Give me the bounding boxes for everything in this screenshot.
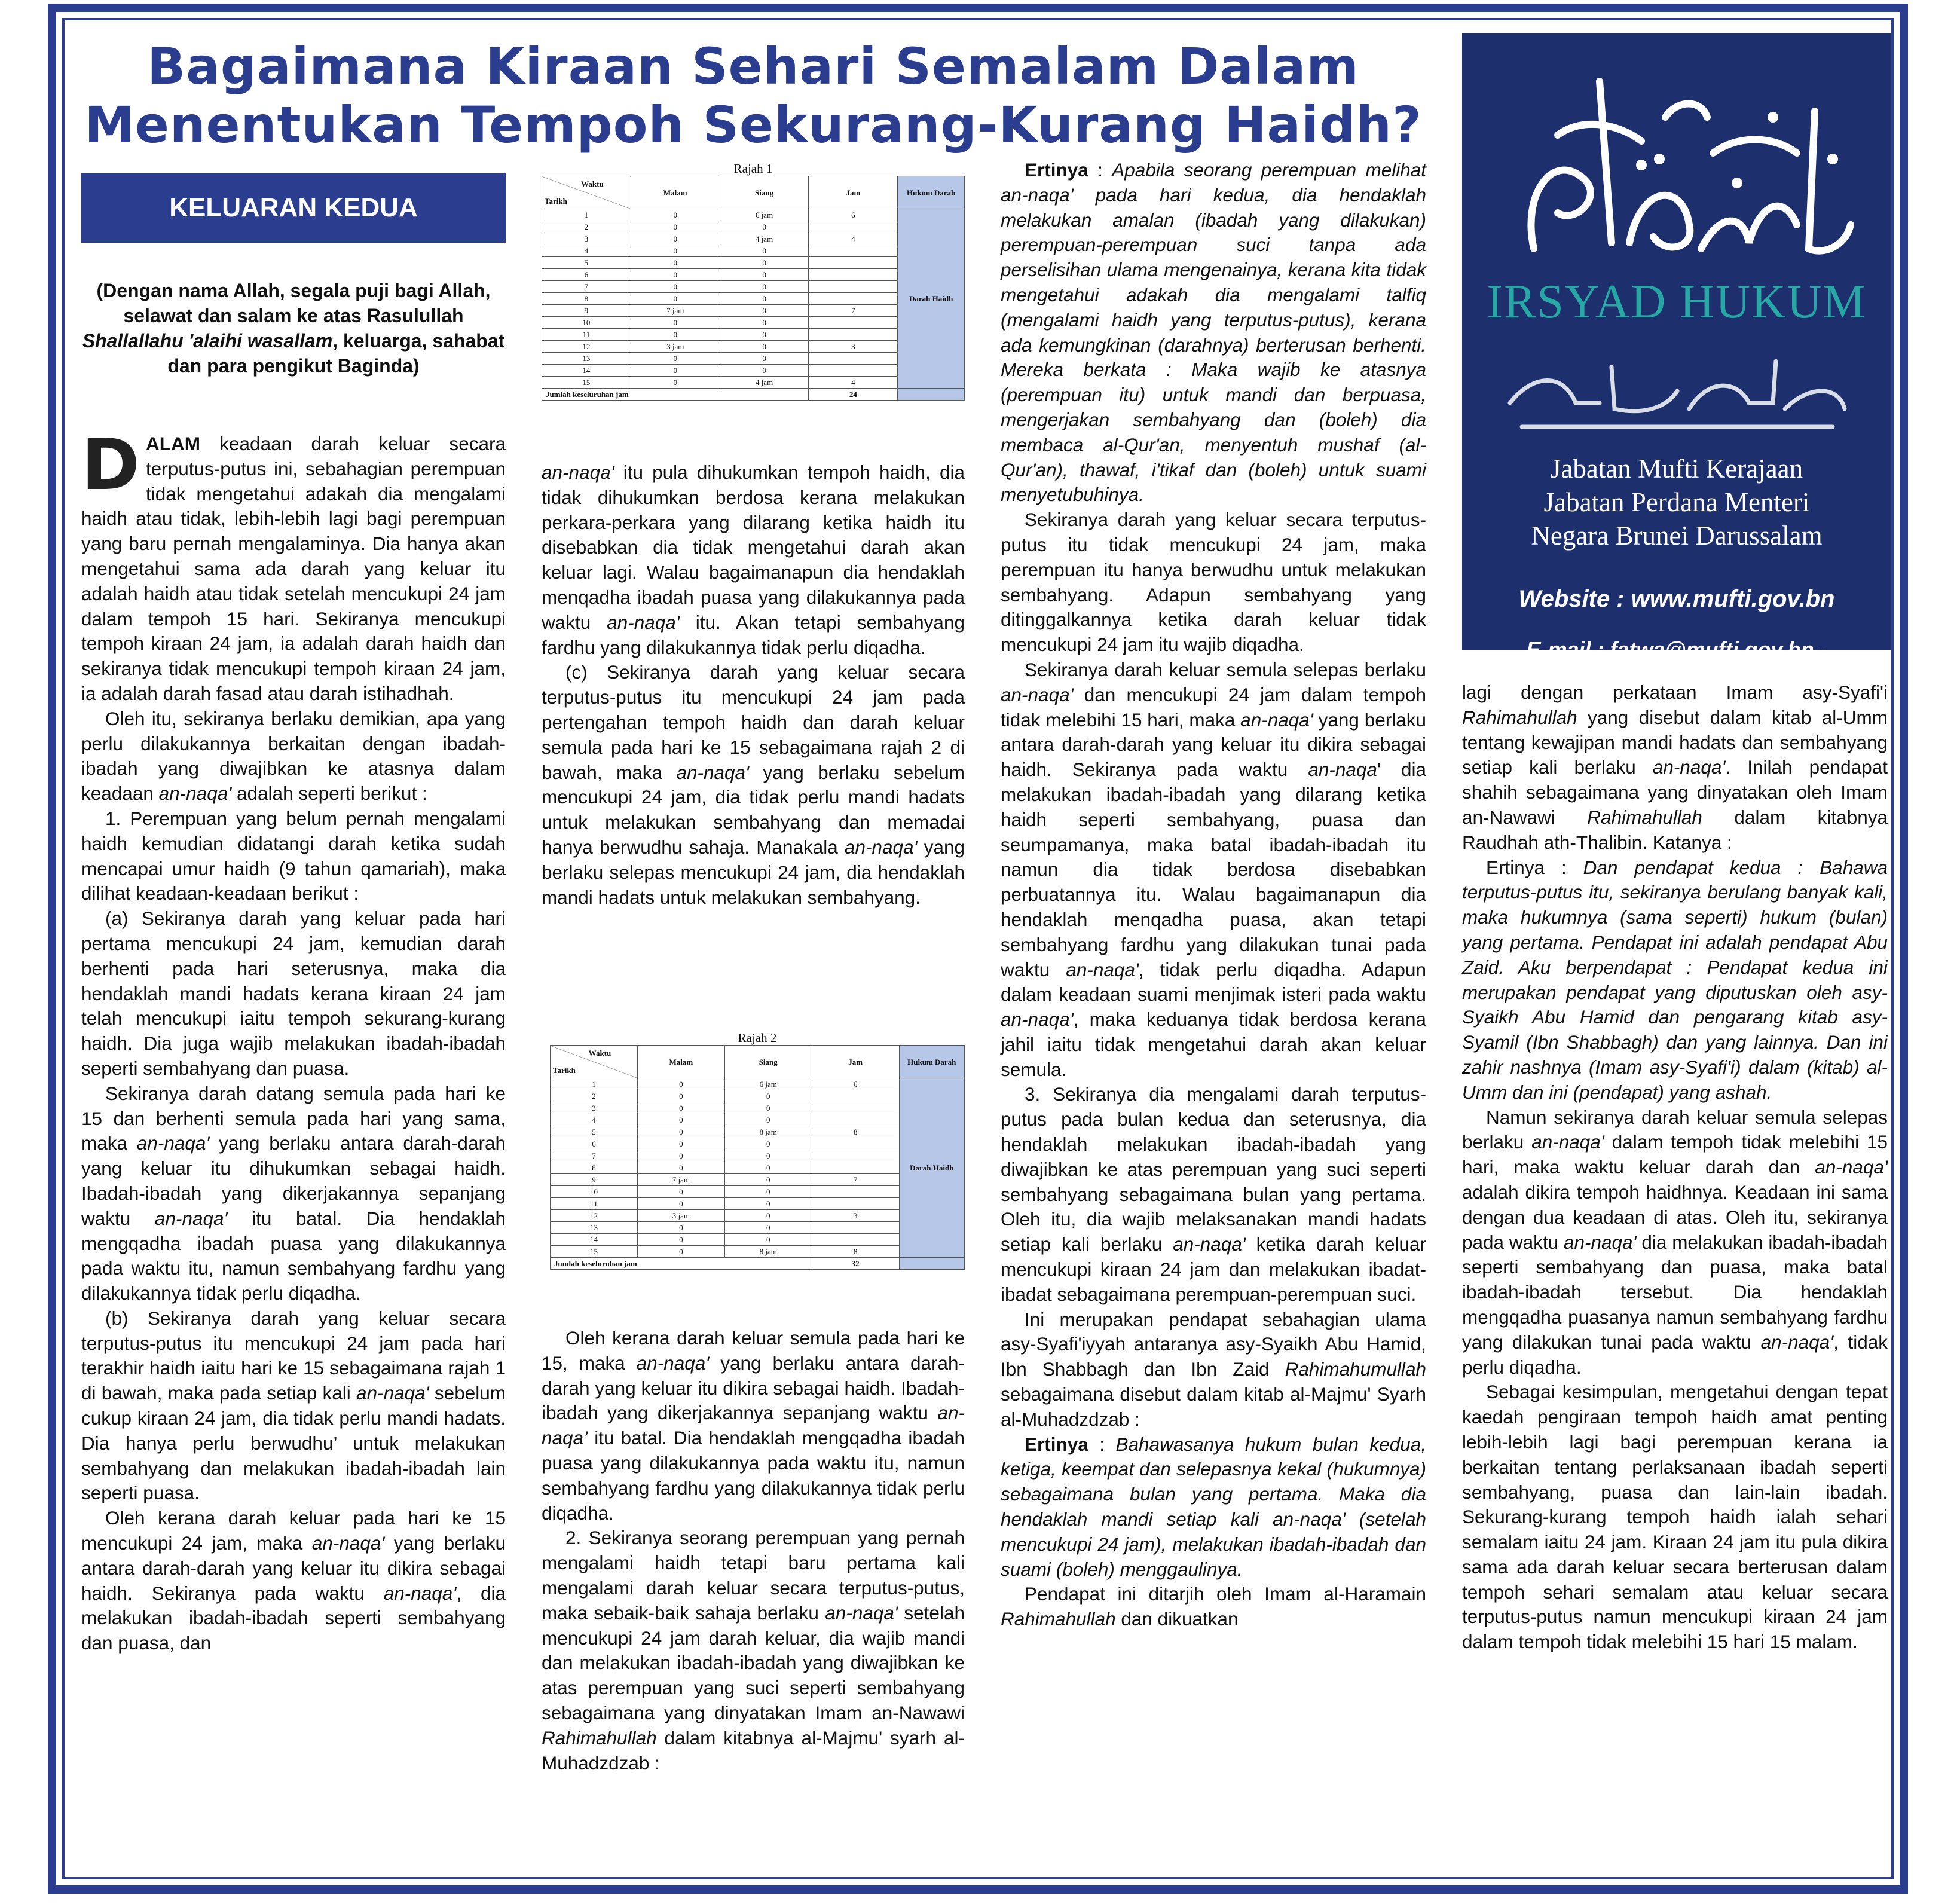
t: yang disebut dalam kitab al-Umm tentang kewajipan mandi hadats dan sembahyang setiap kali berlaku [1462,706,1888,778]
table-cell: 0 [720,353,809,365]
table-cell: 7 [812,1174,899,1186]
total-hukum-cell [899,1258,964,1270]
table-cell: 0 [637,1162,724,1174]
header-hukum: Hukum Darah [898,176,965,209]
table-cell [812,1222,899,1234]
total-value: 32 [812,1258,899,1270]
table-header-row [551,1046,965,1078]
table-cell: 15 [542,377,631,389]
table-cell: 4 jam [720,233,809,245]
column-4 [1462,680,1888,1655]
table-cell [809,293,898,305]
col3-para-6: Ertinya : Bahawasanya hukum bulan kedua, ketiga, keempat dan selepasnya kekal (hukumnya) sebagaimana bulan yang pertama. Maka dia hendaklah mandi setiap kali an-naqa' (setelah mencukupi 24 jam), melakukan ibadah-ibadah dan suami (boleh) menggaulinya. [1001,1433,1426,1580]
table-cell: 6 jam [724,1078,812,1090]
table-cell: 1 [551,1078,638,1090]
t: an-naqa' [1815,1156,1888,1178]
t: Oleh itu, sekiranya berlaku demikian, apa yang perlu dilakukannya berkaitan dengan ibadah-ibadah yang diwajibkan ke atasnya dalam keadaan [81,707,506,805]
table-cell: 0 [720,281,809,293]
table-cell: 4 [542,245,631,257]
t: , dia melakukan ibadah-ibadah seperti sembahyang dan puasa, dan [81,1582,506,1654]
header-siang: Siang [720,176,809,209]
table-cell: 3 [551,1102,638,1114]
t: an-naqa' [158,783,232,805]
table-cell: 0 [720,293,809,305]
table-caption: Rajah 2 [738,1031,777,1045]
t: Ertinya : [1486,856,1583,878]
intro-text-c: , keluarga, sahabat dan para pengikut Baginda) [167,330,505,377]
table-cell: 0 [720,245,809,257]
table-cell [812,1102,899,1114]
t: Apabila seorang perempuan melihat an-naqa' pada hari kedua, dia hendaklah melakukan amalan (ibadah yang dilakukan) perempuan-perempuan suci tanpa ada perselisihan ulama mengenainya, kerana kita tidak mengetahui adakah dia mengalami talfiq (mengalami haidh yang terputus-putus), kerana ada kemungkinan (darahnya) berterusan berhenti. Mereka berkata : Maka wajib ke atasnya (perempuan itu) untuk mandi dan berpuasa, mengerjakan sembahyang dan (boleh) dia membaca al-Qur'an, menyentuh mushaf (al-Qur'an), thawaf, i'tikaf dan (boleh) untuk suami menyetubuhinya. [1001,159,1426,506]
t: an-naqa' [1563,1231,1637,1253]
t: Oleh kerana darah keluar pada hari ke 15 mencukupi 24 jam, maka [81,1507,506,1554]
t: an-naqa' [154,1207,228,1229]
table-cell [812,1150,899,1162]
t: Ertinya [1025,1433,1088,1455]
dept-line-1: Jabatan Mufti Kerajaan [1550,454,1803,484]
t: dalam kitabnya Raudhah ath-Thalibin. Katanya : [1462,806,1888,853]
table-cell [809,353,898,365]
table-cell: 0 [631,269,720,281]
t: , tidak perlu diqadha. Adapun dalam keadaan suami menjimak isteri pada waktu [1001,958,1426,1006]
table-cell [812,1234,899,1246]
table-cell: 0 [724,1114,812,1126]
t: Rahimahumullah [1285,1358,1426,1380]
col1-para-3: 1. Perempuan yang belum pernah mengalami haidh kemudian didatangi darah ketika sudah mencapai umur haidh (9 tahun qamariah), maka dilihat keadaan-keadaan berikut : [81,807,506,904]
header-waktu-tarikh [551,1046,638,1078]
table-cell: 0 [631,293,720,305]
t: . Inilah pendapat shahih sebagaimana yang dinyatakan oleh Imam an-Nawawi [1462,756,1888,828]
table-cell: 0 [724,1150,812,1162]
t: an-naqa' [1001,683,1074,705]
t: (c) Sekiranya darah yang keluar secara terputus-putus itu mencukupi 24 jam pada pertengahan tempoh haidh dan darah keluar semula pada hari ke 15 sebagaimana rajah 2 di bawah, maka [542,661,965,783]
header-malam: Malam [631,176,720,209]
t: an-naqa' [311,1532,385,1554]
jawi-script-icon [1486,337,1867,445]
t: an-naqa' [676,761,750,783]
t: Pendapat ini ditarjih oleh Imam al-Haramain [1025,1583,1426,1605]
table-cell: 7 [809,305,898,317]
table-cell [812,1138,899,1150]
table-cell: 0 [631,329,720,341]
title-line-2: Menentukan Tempoh Sekurang-Kurang Haidh? [84,96,1422,154]
table-cell: 0 [637,1114,724,1126]
t: itu. Akan tetapi sembahyang fardhu yang dilakukannya tidak perlu diqadha. [542,611,965,658]
table-cell: 0 [720,365,809,377]
t: , tidak perlu diqadha. [1462,1331,1888,1378]
t: yang berlaku selepas mencukupi 24 jam, dia hendaklah mandi hadats untuk melakukan sembahyang. [542,836,965,908]
table-cell [809,365,898,377]
table-cell: 6 jam [720,209,809,221]
col3-para-7 [1001,1582,1426,1632]
t: lagi dengan perkataan Imam asy-Syafi'i [1462,681,1888,703]
table-cell: 0 [637,1246,724,1258]
table-cell: 0 [631,221,720,233]
table-cell: 0 [637,1222,724,1234]
t: an-naqa' [383,1582,457,1604]
t: an-naqa' [825,1602,898,1624]
table-cell: 0 [724,1210,812,1222]
table-cell [809,245,898,257]
col3-para-4 [1001,1082,1426,1307]
table-cell: 4 [809,233,898,245]
t: an-naqa' [1173,1233,1246,1255]
t: itu batal. Dia hendaklah mengqadha ibadah puasa yang dilakukannya pada waktu itu, namun sembahyang fardhu yang dilakukannya tidak perlu diqadha. [542,1427,965,1524]
table-cell: 8 jam [724,1246,812,1258]
table-cell: 2 [542,221,631,233]
intro-text-a: (Dengan nama Allah, segala puji bagi Allah, selawat dan salam ke atas Rasulullah [96,280,491,326]
t: an-naqa' [542,462,614,483]
table-cell [812,1090,899,1102]
table-cell: 14 [551,1234,638,1246]
table-cell: 0 [724,1174,812,1186]
table-cell: 4 [551,1114,638,1126]
table-cell: 3 [542,233,631,245]
table-cell [809,281,898,293]
section-banner: KELUARAN KEDUA [81,173,506,243]
header-waktu: Waktu [581,179,604,188]
table-cell: 4 jam [720,377,809,389]
col4-para-2 [1462,855,1888,1105]
t: ketika darah keluar mencukupi kiraan 24 jam dan melakukan ibadat-ibadat sebagaimana perempuan-perempuan suci. [1001,1233,1427,1305]
table-cell: 0 [637,1186,724,1198]
table-cell: 10 [551,1186,638,1198]
table-cell: 2 [551,1090,638,1102]
header-siang: Siang [724,1046,812,1078]
t: yang berlaku sebelum mencukupi 24 jam, dia tidak perlu mandi hadats untuk melakukan sembahyang dan memadai hanya berwudhu sahaja. Manakala [542,761,965,858]
table-cell: 0 [720,269,809,281]
website-text: Website : www.mufti.gov.bn [1518,586,1835,612]
table-cell: 0 [637,1090,724,1102]
t: an-naqa' [1652,756,1726,778]
drop-cap: D [81,423,140,506]
header-tarikh: Tarikh [553,1066,576,1075]
table-cell: 0 [720,341,809,353]
table-cell: 5 [551,1126,638,1138]
t: adalah dikira tempoh haidhnya. Keadaan ini sama dengan dua keadaan di atas. Oleh itu, sekiranya pada waktu [1462,1181,1888,1253]
table-cell: 9 [542,305,631,317]
t: an-naqa' [356,1382,429,1404]
t: an-naqa' [607,611,680,633]
rajah-2-table [550,1031,965,1270]
table-cell: 0 [720,317,809,329]
header-hukum: Hukum Darah [899,1046,964,1078]
logo-title: IRSYAD HUKUM [1487,276,1867,328]
table-cell: 4 [809,377,898,389]
table-cell: 0 [637,1138,724,1150]
t: an-naqa' [636,1352,710,1374]
table-cell: 15 [551,1246,638,1258]
column-2-bottom [542,1326,965,1775]
table-cell [809,221,898,233]
header-waktu: Waktu [588,1049,611,1058]
table-cell: 1 [542,209,631,221]
t: adalah seperti berikut : [231,783,427,805]
hukum-cell: Darah Haidh [899,1078,964,1258]
header-jam: Jam [812,1046,899,1078]
table-cell: 9 [551,1174,638,1186]
col1-para-7 [81,1506,506,1656]
t: itu batal. Dia hendaklah mengqadha ibadah puasa yang dilakukannya pada waktu itu, namun sembahyang fardhu yang dilakukannya tidak perlu diqadha. [81,1207,506,1304]
table-cell: 11 [542,329,631,341]
t: dan dikuatkan [1115,1608,1239,1630]
col3-para-3 [1001,658,1426,1083]
table-cell: 0 [637,1150,724,1162]
table-cell [812,1198,899,1210]
t: Sekiranya darah keluar semula selepas berlaku [1025,658,1426,680]
table-cell [809,269,898,281]
t: an-naqa' [136,1132,210,1154]
table-cell: 0 [720,257,809,269]
t: dalam tempoh tidak melebihi 15 hari, maka waktu keluar darah dan [1462,1131,1888,1178]
t: an-naqa' [1760,1331,1834,1353]
col1-para-6 [81,1306,506,1506]
table-cell: 7 [542,281,631,293]
total-label: Jumlah keseluruhan jam [551,1258,812,1270]
table-cell [809,329,898,341]
col2-para-4 [542,1526,965,1775]
t: an-naqa' [844,836,918,858]
t: dan mencukupi 24 jam dalam tempoh tidak melebihi 15 hari, maka [1001,683,1426,731]
t: dalam kitabnya al-Majmu' syarh al-Muhadzdzab : [542,1726,965,1774]
t: yang berlaku antara darah-darah yang keluar itu dikira sebagai haidh. Ibadah-ibadah yang dikerjakannya sepanjang waktu [542,1352,965,1424]
t: (b) Sekiranya darah yang keluar secara terputus-putus itu mencukupi 24 jam pada hari terakhir haidh iaitu hari ke 15 sebagaimana rajah 1 di bawah, maka pada setiap kali [81,1307,506,1404]
table-cell: 10 [542,317,631,329]
table-cell: 14 [542,365,631,377]
table-cell: 3 [812,1210,899,1222]
table-cell: 0 [637,1102,724,1114]
col1-para-1 [81,423,506,707]
column-3 [1001,158,1426,1632]
table-cell: 7 [551,1150,638,1162]
table-cell: 7 jam [637,1174,724,1186]
table-cell: 0 [631,209,720,221]
t: an-naqa [1308,759,1377,781]
col1-para-5 [81,1081,506,1306]
col2-para-2 [542,660,965,910]
t: an-naqa’ [542,1402,965,1449]
table-cell: 13 [551,1222,638,1234]
t: 3. Sekiranya dia mengalami darah terputus-putus pada bulan kedua dan seterusnya, dia hendaklah melakukan ibadah-ibadah yang diwajibkan ke atas perempuan yang suci seperti sembahyang sebagaimana bulan yang pertama. Oleh itu, dia wajib melaksanakan mandi hadats setiap kali berlaku [1001,1083,1426,1255]
table-cell: 0 [724,1234,812,1246]
table-cell [809,257,898,269]
table-cell: 3 jam [631,341,720,353]
table-cell: 3 jam [637,1210,724,1222]
table-total-row [551,1258,965,1270]
t: Oleh kerana darah keluar semula pada hari ke 15, maka [542,1327,965,1374]
t: yang berlaku antara darah-darah yang keluar itu dikira sebagai haidh. Sekiranya pada waktu [81,1532,506,1604]
col4-para-1 [1462,680,1888,855]
col2-para-3 [542,1326,965,1526]
t: Bahawasanya hukum bulan kedua, ketiga, keempat dan selepasnya kekal (hukumnya) sebagaimana bulan yang pertama. Maka dia hendaklah mandi setiap kali an-naqa' (setelah mencukupi 24 jam), melakukan ibadah-ibadah dan suami (boleh) menggaulinya. [1001,1433,1426,1580]
col4-para-4: Sebagai kesimpulan, mengetahui dengan tepat kaedah pengiraan tempoh haidh amat penting lebih-lebih lagi bagi perempuan kerana ia berkaitan tentang perlaksanaan ibadah seperti sembahyang, puasa dan lain-lain ibadah. Sekurang-kurang tempoh haidh ialah sehari semalam iaitu 24 jam. Kiraan 24 jam itu pula dikira sama ada darah keluar secara berterusan dalam tempoh sehari semalam atau keluar secara terputus-putus namun mencukupi kiraan 24 jam dalam tempoh tidak melebihi 15 hari 15 malam. [1462,1381,1888,1653]
col1-p1-text: keadaan darah keluar secara terputus-putus ini, sebahagian perempuan tidak mengetahui adakah dia mengalami haidh atau tidak, lebih-lebih lagi bagi perempuan yang baru pernah mengalaminya. Dia hanya akan mengetahui sama ada darah yang keluar itu adalah haidh atau tidak setelah mencukupi 24 jam dalam tempoh 15 hari. Sekiranya mencukupi tempoh kiraan 24 jam, ia adalah darah haidh dan sekiranya tidak mencukupi tempoh kiraan 24 jam, ia adalah darah fasad atau darah istihadhah. [81,433,506,704]
table-cell [812,1114,899,1126]
col1-p1-lead: ALAM [145,433,200,454]
t: ' dia melakukan ibadah-ibadah yang dilarang ketika haidh seperti sembahyang, puasa dan seumpamanya, maka batal ibadah-ibadah itu namun dia tidak berdosa disebabkan perbuatannya itu. Walau bagaimanapun dia hendaklah menqadha puasa, akan tetapi sembahyang fardhu yang dilakukan tunai pada waktu [1001,759,1426,980]
t: Rahimahullah [1587,806,1702,828]
intro-text-b: Shallallahu 'alaihi wasallam [82,330,333,352]
t: 2. Sekiranya seorang perempuan yang pernah mengalami haidh tetapi baru pertama kali mengalami darah keluar secara terputus-putus, maka sebaik-baik sahaja berlaku [542,1527,965,1624]
table-cell: 5 [542,257,631,269]
column-1 [81,423,506,1656]
dept-line-2: Jabatan Perdana Menteri [1543,487,1810,517]
table-cell: 3 [809,341,898,353]
t: an-naqa' [1240,708,1313,731]
header-waktu-tarikh [542,176,631,209]
table-cell: 0 [631,245,720,257]
arabic-calligraphy-icon [1462,45,1891,279]
irsyad-hukum-logo [1462,33,1891,687]
t: setelah mencukupi 24 jam darah keluar, dia wajib mandi dan melakukan ibadah-ibadah yang diwajibkan ke atas perempuan yang suci seperti sembahyang sebagaimana yang dinyatakan Imam an-Nawawi [542,1602,965,1723]
table-cell: 0 [631,257,720,269]
table-total-row [542,389,965,401]
col1-para-4: (a) Sekiranya darah yang keluar pada hari pertama mencukupi 24 jam, kemudian darah berhenti pada hari seterusnya, maka dia hendaklah mandi hadats kerana kiraan 24 jam telah mencukupi iaitu tempoh sekurang-kurang haidh. Dia juga wajib melakukan ibadah-ibadah seperti sembahyang dan puasa. [81,907,506,1079]
table-cell: 0 [637,1198,724,1210]
t: an-naqa' [1531,1131,1604,1153]
table-cell: 8 jam [724,1126,812,1138]
t: Ertinya [1025,159,1088,181]
t: itu pula dihukumkan tempoh haidh, dia tidak dihukumkan berdosa kerana melakukan perkara-perkara yang dilarang ketika haidh itu disebabkan dia tidak mengetahui darah akan keluar lagi. Walau bagaimanapun dia hendaklah menqadha ibadah puasa yang dilakukannya pada waktu [542,462,965,633]
header-malam: Malam [637,1046,724,1078]
table-cell: 12 [551,1210,638,1222]
t: sebagaimana disebut dalam kitab al-Majmu' Syarh al-Muhadzdzab : [1001,1383,1426,1430]
t: Sekiranya darah datang semula pada hari ke 15 dan berhenti semula pada hari yang sama, maka [81,1082,506,1154]
col3-para-1: Ertinya : Apabila seorang perempuan melihat an-naqa' pada hari kedua, dia hendaklah melakukan amalan (ibadah yang dilakukan) perempuan-perempuan suci tanpa ada perselisihan ulama mengenainya, kerana kita tidak mengetahui adakah dia mengalami talfiq (mengalami haidh yang terputus-putus), kerana ada kemungkinan (darahnya) berterusan berhenti. Mereka berkata : Maka wajib ke atasnya (perempuan itu) untuk mandi dan berpuasa, mengerjakan sembahyang dan (boleh) dia membaca al-Qur'an, menyentuh mushaf (al-Qur'an), thawaf, i'tikaf dan (boleh) untuk suami menyetubuhinya. [1001,159,1426,506]
table-cell: 8 [812,1126,899,1138]
table-cell: 0 [631,317,720,329]
table-cell: 0 [724,1090,812,1102]
table-cell: 6 [542,269,631,281]
table-cell: 0 [724,1138,812,1150]
table-cell: 0 [724,1222,812,1234]
table-cell: 0 [724,1186,812,1198]
table-cell: 6 [812,1078,899,1090]
table-cell: 0 [724,1198,812,1210]
total-label: Jumlah keseluruhan jam [542,389,809,401]
table-cell: 8 [551,1162,638,1174]
table-cell [812,1186,899,1198]
table-cell: 6 [809,209,898,221]
table-cell: 0 [720,329,809,341]
table-cell: 0 [637,1078,724,1090]
table-cell: 0 [631,377,720,389]
table-caption: Rajah 1 [733,161,773,176]
article-title [84,37,1423,154]
table-cell: 0 [720,305,809,317]
t: Rahimahullah [1462,706,1577,728]
bismillah-intro [81,278,506,378]
total-hukum-cell [898,389,965,401]
table-row [551,1078,965,1090]
t: , maka keduanya tidak berdosa kerana jahil iaitu tidak mengetahui darah akan keluar semula. [1001,1008,1426,1080]
t: sebelum cukup kiraan 24 jam, dia tidak perlu mandi hadats. Dia hanya perlu berwudhu’ untuk melakukan sembahyang dan melakukan ibadah-ibadah lain seperti puasa. [81,1382,506,1504]
table-cell: 8 [542,293,631,305]
t: Rahimahullah [542,1726,657,1749]
table-cell: 11 [551,1198,638,1210]
t: yang berlaku antara darah-darah yang keluar itu dikira sebagai haidh. Sekiranya pada waktu [1001,708,1427,781]
col2-para-1 [542,460,965,660]
t: an-naqa' [1001,1008,1074,1031]
col3-para-2: Sekiranya darah yang keluar secara terputus-putus itu tidak mencukupi 24 jam, maka perempuan itu hanya berwudhu untuk melakukan sembahyang. Adapun sembahyang yang ditinggalkannya ketika darah keluar tidak mencukupi 24 jam itu wajib diqadha. [1001,509,1426,656]
table-cell: 0 [720,221,809,233]
t: Namun sekiranya darah keluar semula selepas berlaku [1462,1106,1888,1153]
t: Dan pendapat kedua : Bahawa terputus-putus itu, sekiranya berulang banyak kali, maka hukumnya (sama seperti) hukum (bulan) yang pertama. Pendapat ini adalah pendapat Abu Zaid. Aku berpendapat : Pendapat kedua ini merupakan pendapat yang diputuskan oleh asy-Syaikh Abu Hamid dan pengarang kitab asy-Syamil (Ibn Shabbagh) dan yang lainnya. Dan ini zahir nashnya (Imam asy-Syafi'i) dalam (kitab) al-Umm dan ini (pendapat) yang ashah. [1462,856,1888,1103]
table-cell: 8 [812,1246,899,1258]
table-cell: 12 [542,341,631,353]
col3-para-5 [1001,1307,1426,1432]
haidh-table [550,1045,965,1270]
department-name [1462,452,1891,552]
table-cell: 0 [631,365,720,377]
table-cell: 6 [551,1138,638,1150]
table-cell: 0 [631,233,720,245]
table-cell: 0 [631,353,720,365]
t: dia melakukan ibadah-ibadah seperti sembahyang dan puasa, maka batal ibadah-ibadah tersebut. Dia hendaklah mengqadha puasanya namun sembahyang fardhu yang dilakukan tunai pada waktu [1462,1231,1888,1353]
hukum-cell: Darah Haidh [898,209,965,389]
table-cell: 0 [637,1234,724,1246]
table-cell [812,1162,899,1174]
dept-line-3: Negara Brunei Darussalam [1531,521,1823,551]
header-tarikh: Tarikh [545,197,567,206]
email-text: E-mail : fatwa@mufti.gov.bn - info@mufti.gov.bn [1526,637,1827,687]
t: an-naqa' [1066,958,1139,980]
total-value: 24 [809,389,898,401]
table-header-row [542,176,965,209]
col4-para-3 [1462,1105,1888,1380]
col1-para-2 [81,707,506,806]
header-jam: Jam [809,176,898,209]
table-cell: 0 [724,1162,812,1174]
t: Ini merupakan pendapat sebahagian ulama asy-Syafi'iyyah antaranya asy-Syaikh Abu Hamid, Ibn Shabbagh dan Ibn Zaid [1001,1308,1426,1380]
table-cell: 0 [631,281,720,293]
haidh-table [542,176,965,401]
table-cell: 13 [542,353,631,365]
table-cell: 0 [724,1102,812,1114]
rajah-1-table [542,161,965,401]
t: Rahimahullah [1001,1608,1116,1630]
table-cell: 0 [637,1126,724,1138]
table-row [542,209,965,221]
title-line-1: Bagaimana Kiraan Sehari Semalam Dalam [147,37,1359,96]
table-cell: 7 jam [631,305,720,317]
table-cell [809,317,898,329]
t: yang berlaku antara darah-darah yang keluar itu dihukumkan sebagai haidh. Ibadah-ibadah yang dikerjakannya sepanjang waktu [81,1132,506,1229]
column-2-top [542,460,965,910]
